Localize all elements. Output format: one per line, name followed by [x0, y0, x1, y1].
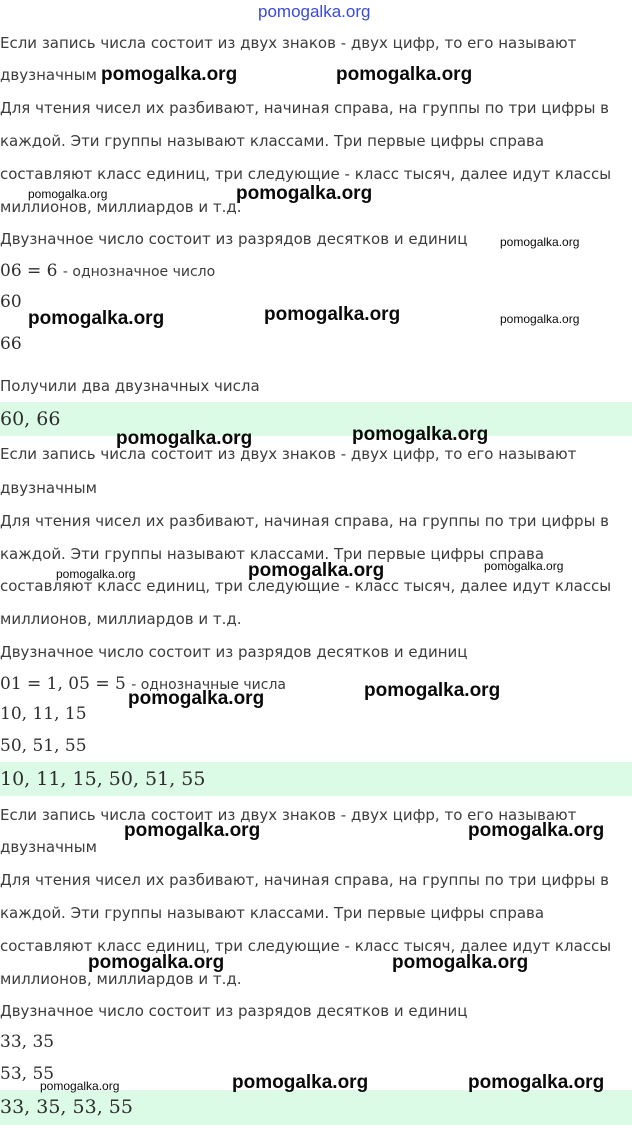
theory-line-6: миллионов, миллиардов и т.д.: [0, 198, 242, 216]
theory-line-1: Если запись числа состоит из двух знаков - двух цифр, то его называют: [0, 806, 577, 824]
watermark: pomogalka.org: [232, 1072, 369, 1093]
watermark: pomogalka.org: [500, 312, 580, 326]
math-line: 10, 11, 15: [0, 704, 87, 724]
watermark: pomogalka.org: [392, 952, 529, 973]
watermark: pomogalka.org: [248, 560, 385, 581]
theory-line-4: каждой. Эти группы называют классами. Три первые цифры справа: [0, 904, 545, 922]
site-header-watermark: pomogalka.org: [258, 2, 371, 21]
watermark: pomogalka.org: [236, 183, 373, 204]
theory-line-1: Если запись числа состоит из двух знаков - двух цифр, то его называют: [0, 445, 577, 463]
math-line: 53, 55: [0, 1064, 55, 1084]
watermark: pomogalka.org: [56, 567, 136, 581]
watermark: pomogalka.org: [28, 187, 108, 201]
watermark: pomogalka.org: [88, 952, 225, 973]
theory-line-6: миллионов, миллиардов и т.д.: [0, 970, 242, 988]
answer-band: [0, 762, 632, 796]
watermark: pomogalka.org: [28, 308, 165, 329]
theory-line-7: Двузначное число состоит из разрядов десятков и единиц: [0, 230, 468, 248]
answer-text: 33, 35, 53, 55: [0, 1096, 133, 1118]
watermark: pomogalka.org: [352, 424, 489, 445]
theory-line-7: Двузначное число состоит из разрядов десятков и единиц: [0, 1002, 468, 1020]
watermark: pomogalka.org: [468, 820, 605, 841]
theory-line-2: двузначным: [0, 479, 97, 497]
theory-line-6: миллионов, миллиардов и т.д.: [0, 610, 242, 628]
watermark: pomogalka.org: [40, 1079, 120, 1093]
math-line: 33, 35: [0, 1032, 55, 1052]
result-label: Получили два двузначных числа: [0, 377, 260, 395]
watermark: pomogalka.org: [468, 1072, 605, 1093]
watermark: pomogalka.org: [364, 680, 501, 701]
math-line: 66: [0, 334, 22, 354]
math-line: 60: [0, 292, 22, 312]
watermark: pomogalka.org: [500, 235, 580, 249]
watermark: pomogalka.org: [264, 304, 401, 325]
theory-line-1: Если запись числа состоит из двух знаков - двух цифр, то его называют: [0, 34, 577, 52]
theory-line-5: составляют класс единиц, три следующие - класс тысяч, далее идут классы: [0, 577, 612, 595]
watermark: pomogalka.org: [484, 559, 564, 573]
answer-text: 10, 11, 15, 50, 51, 55: [0, 768, 206, 790]
watermark: pomogalka.org: [128, 688, 265, 709]
theory-line-2: двузначным: [0, 838, 97, 856]
watermark: pomogalka.org: [124, 820, 261, 841]
theory-line-4: каждой. Эти группы называют классами. Три первые цифры справа: [0, 132, 545, 150]
math-expression: 06 = 6: [0, 261, 58, 281]
math-line: [0, 261, 215, 282]
watermark: pomogalka.org: [101, 64, 238, 85]
theory-line-5: составляют класс единиц, три следующие - класс тысяч, далее идут классы: [0, 165, 612, 183]
math-expression: 01 = 1, 05 = 5: [0, 674, 126, 694]
theory-line-5: составляют класс единиц, три следующие - класс тысяч, далее идут классы: [0, 937, 612, 955]
watermark: pomogalka.org: [116, 428, 253, 449]
theory-line-2: двузначным: [0, 66, 97, 84]
theory-line-3: Для чтения чисел их разбивают, начиная справа, на группы по три цифры в: [0, 871, 610, 889]
theory-line-7: Двузначное число состоит из разрядов десятков и единиц: [0, 643, 468, 661]
answer-band: [0, 1090, 632, 1125]
math-line: 50, 51, 55: [0, 736, 87, 756]
theory-line-3: Для чтения чисел их разбивают, начиная справа, на группы по три цифры в: [0, 99, 610, 117]
answer-text: 60, 66: [0, 408, 61, 430]
answer-band: [0, 402, 632, 436]
math-note: - однозначное число: [62, 264, 216, 280]
watermark: pomogalka.org: [336, 64, 473, 85]
math-note: - однозначные числа: [131, 677, 286, 693]
theory-line-3: Для чтения чисел их разбивают, начиная справа, на группы по три цифры в: [0, 512, 610, 530]
theory-line-4: каждой. Эти группы называют классами. Три первые цифры справа: [0, 545, 545, 563]
